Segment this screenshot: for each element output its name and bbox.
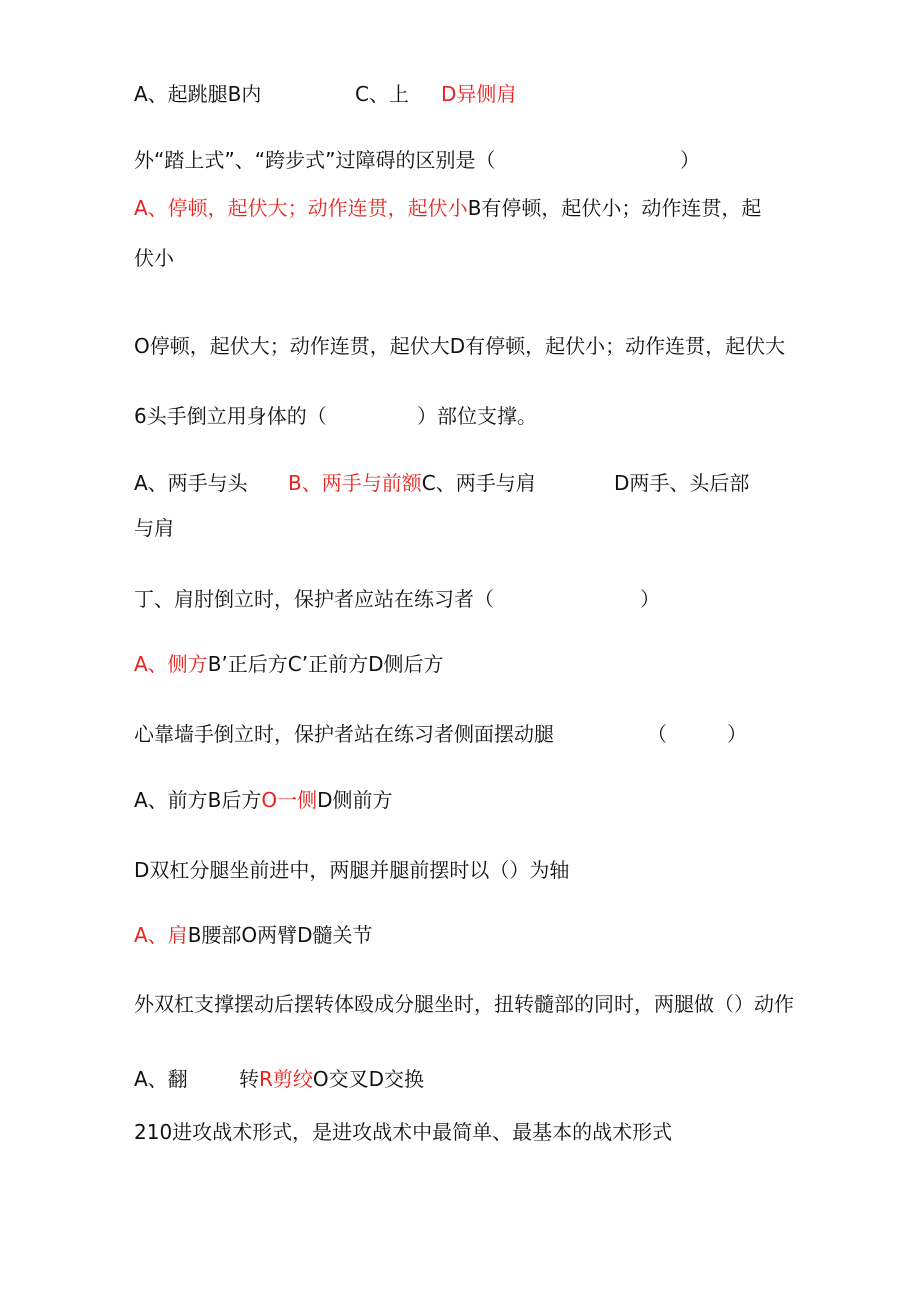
option-c: C、上: [355, 82, 409, 106]
options-bcd: B腰部O两臂D髓关节: [187, 923, 373, 947]
option-a-cont: 转: [239, 1067, 259, 1091]
answer-options-row-16: [239, 1066, 424, 1092]
question-text: 心靠墙手倒立时，保护者站在练习者侧面摆动腿: [134, 722, 554, 746]
option-a: A、两手与头: [134, 471, 248, 495]
options-ab: A、前方B后方: [134, 788, 262, 812]
answer-options-row-1: [134, 81, 261, 107]
option-d: D两手、头后部: [614, 471, 750, 495]
question-paren-close: ）: [640, 587, 660, 611]
option-c-answer: O一侧: [261, 788, 318, 812]
question-paren-close: ）: [680, 148, 700, 172]
continued-text: 与肩: [134, 516, 174, 540]
question-text: 外双杠支撑摆动后摆转体殴成分腿坐时，扭转髓部的同时，两腿做（）动作: [134, 992, 794, 1016]
question-paren-close: ）部位支撑。: [417, 404, 537, 428]
question-text: 丁、肩肘倒立时，保护者应站在练习者（: [134, 587, 494, 611]
question-text: 6头手倒立用身体的（: [134, 404, 327, 428]
option-a-answer: A、停顿，起伏大；动作连贯，起伏小: [134, 196, 468, 220]
option-c: C、两手与肩: [421, 471, 536, 495]
question-paren: （ ）: [647, 722, 747, 746]
answer-options-row-14: [134, 922, 373, 948]
option-a: A、起跳腿B内: [134, 82, 262, 106]
answer-options-row-3: [134, 195, 761, 221]
option-d: D侧前方: [317, 788, 393, 812]
continued-text: 伏小: [134, 246, 174, 270]
options-bcd: B’正后方C’正前方D侧后方: [207, 652, 444, 676]
answer-options-row-5: O停顿，起伏大；动作连贯，起伏大D有停顿，起伏小；动作连贯，起伏大: [134, 334, 786, 358]
question-text: 210进攻战术形式，是进攻战术中最简单、最基本的战术形式: [134, 1120, 673, 1144]
answer-options-row-12: [134, 787, 393, 813]
question-text: 外“踏上式”、“跨步式”过障碍的区别是（: [134, 148, 496, 172]
option-a: A、翻: [134, 1067, 188, 1091]
option-b: B有停顿，起伏小；动作连贯，起: [467, 196, 762, 220]
answer-options-row-10: [134, 651, 444, 677]
option-a-answer: A、肩: [134, 923, 188, 947]
question-text: D双杠分腿坐前进中，两腿并腿前摆时以（）为轴: [134, 858, 570, 882]
option-b-answer-group: [288, 470, 536, 496]
option-d-answer: D异侧肩: [441, 82, 517, 106]
options-cd: O交叉D交换: [312, 1067, 425, 1091]
option-a-answer: A、侧方: [134, 652, 208, 676]
option-b-answer: B、两手与前额: [288, 471, 422, 495]
option-b-answer: R剪绞: [259, 1067, 313, 1091]
